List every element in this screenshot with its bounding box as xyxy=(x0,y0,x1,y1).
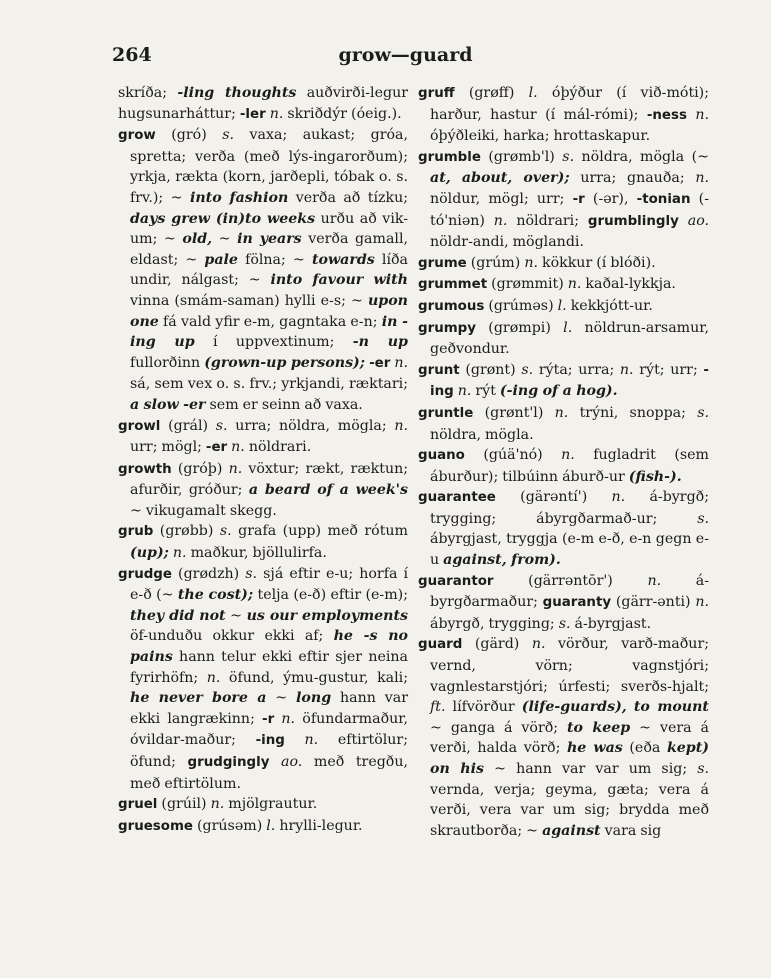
entry-headword: guarantee xyxy=(418,490,496,506)
entry-text: n. xyxy=(567,276,582,293)
entry-headword: -r xyxy=(262,711,275,727)
entry-text: hrylli-legur. xyxy=(275,817,363,834)
entry-phrase: he never bore a xyxy=(130,690,267,707)
entry-text: urr; mögl; xyxy=(130,439,206,456)
entry-text: n. xyxy=(304,732,319,749)
entry-text: skríða; xyxy=(118,85,178,101)
dictionary-entry xyxy=(118,125,408,415)
entry-text: n. xyxy=(269,105,284,122)
entry-text: (grúməs) xyxy=(484,297,558,314)
entry-text: rýta; urra; xyxy=(533,361,620,378)
entry-text: rýt xyxy=(471,383,500,400)
entry-text: sjá eftir e-u; horfa í e-ð (~ xyxy=(130,565,408,604)
entry-phrase: he was xyxy=(566,740,623,757)
entry-text: líða undir, nálgast; ~ xyxy=(130,251,408,289)
entry-text: (grúm) xyxy=(466,254,525,271)
entry-phrase: (fish-). xyxy=(628,468,682,485)
entry-text: ao. xyxy=(281,754,303,770)
entry-phrase: long xyxy=(296,690,332,707)
entry-text: urra; gnauða; xyxy=(569,170,696,187)
entry-text: (grúsəm) xyxy=(193,817,267,834)
entry-text: kekkjótt-ur. xyxy=(566,297,653,314)
entry-text: nöldr-andi, möglandi. xyxy=(430,234,584,251)
entry-text: vernda, verja; geyma, gæta; vera á verði, vera var um sig; brydda með skrautborða; ~ xyxy=(430,781,709,839)
entry-text: n. xyxy=(281,710,296,727)
entry-phrase: to mount xyxy=(633,699,709,716)
entry-headword: grumblingly xyxy=(587,213,679,229)
entry-text: hann var ekki langrækinn; xyxy=(130,690,408,727)
dictionary-entry xyxy=(418,571,709,635)
entry-text: trýni, snoppa; xyxy=(568,404,698,421)
entry-text: n. xyxy=(695,106,709,123)
entry-text: vaxa; aukast; gróa, spretta; verða (með lýs-ingarorðum); yrkja, rækta (korn, jarðepli, tóbak o. s. frv.); ~ xyxy=(130,127,409,206)
entry-text: ~ vera á verði, halda vörð; xyxy=(430,719,710,757)
entry-headword: -er xyxy=(369,355,391,371)
dictionary-entry xyxy=(418,360,709,403)
entry-text: nöldur, mögl; urr; xyxy=(430,190,573,207)
entry-text: ~ ganga á vörð; xyxy=(430,719,567,736)
entry-text: sem er seinn að vaxa. xyxy=(205,396,363,413)
entry-text: n. xyxy=(647,572,662,589)
entry-phrase: days grew (in)to weeks xyxy=(130,210,316,227)
entry-text: (grúil) xyxy=(157,796,211,813)
entry-text: telja (e-ð) eftir (e-m); xyxy=(253,587,408,604)
dictionary-entry xyxy=(418,445,709,487)
entry-text: s. xyxy=(215,417,228,434)
entry-text: ft. xyxy=(430,699,446,716)
entry-headword: grummet xyxy=(418,277,488,293)
entry-phrase: into fashion xyxy=(189,189,289,206)
entry-text: (gärr-ənti) xyxy=(611,594,696,611)
entry-phrase: against, from). xyxy=(443,552,561,569)
entry-text: n. xyxy=(394,417,408,434)
dictionary-entry xyxy=(418,296,709,318)
entry-text: n. xyxy=(457,383,472,400)
entry-text: verða gamall, eldast; ~ xyxy=(130,231,408,268)
entry-text: (grøff) xyxy=(454,85,529,101)
entry-text: s. xyxy=(521,361,534,378)
entry-text: urra; nöldra, mögla; xyxy=(227,417,395,434)
entry-headword: guano xyxy=(418,448,465,464)
dictionary-entry xyxy=(418,318,709,360)
entry-headword: gruesome xyxy=(118,818,194,834)
entry-text: óþýðleiki, harka; hrottaskapur. xyxy=(430,128,651,145)
entry-text: s. xyxy=(245,565,258,582)
entry-text: n. xyxy=(394,354,409,371)
entry-phrase: a beard of a week's xyxy=(248,482,409,499)
entry-headword: -ler xyxy=(239,106,266,122)
entry-phrase: pale xyxy=(204,251,238,268)
entry-phrase: (-ing of a hog). xyxy=(499,383,618,400)
entry-text: s. xyxy=(222,127,235,144)
entry-text: n. xyxy=(231,439,245,456)
entry-text: (gärrəntōr') xyxy=(493,572,648,589)
entry-text: nöldra, mögla (~ xyxy=(574,148,709,165)
page-header xyxy=(0,40,771,70)
entry-text: (grál) xyxy=(160,417,216,434)
entry-headword: gruntle xyxy=(418,405,474,421)
entry-text: fölna; ~ xyxy=(237,251,312,268)
running-head: grow—guard xyxy=(338,44,473,66)
entry-text xyxy=(627,699,634,715)
left-column xyxy=(118,83,408,837)
entry-text: n. xyxy=(172,545,187,562)
entry-text xyxy=(679,213,688,229)
entry-headword: grumous xyxy=(418,298,485,314)
dictionary-entry xyxy=(418,147,709,253)
entry-text: (grømpi) xyxy=(476,319,564,336)
entry-headword: -ness xyxy=(646,107,687,123)
entry-text: vara sig xyxy=(600,822,662,839)
entry-phrase: (grown-up persons); xyxy=(204,354,366,371)
dictionary-entry xyxy=(418,253,709,275)
entry-text: nöldrun-arsamur, geðvondur. xyxy=(430,319,709,358)
entry-headword: grudgingly xyxy=(187,755,270,770)
entry-text: n. xyxy=(561,447,575,464)
entry-headword: grume xyxy=(418,255,467,271)
entry-phrase: -ling thoughts xyxy=(177,85,297,101)
entry-text: hann telur ekki eftir sjer neina fyrirhöfn; xyxy=(130,649,408,686)
entry-text: l. xyxy=(557,297,567,314)
entry-text: l. xyxy=(266,817,276,834)
entry-text: eftirtölur; öfund; xyxy=(130,732,408,770)
entry-text: n. xyxy=(611,489,626,506)
dictionary-entry xyxy=(118,83,408,125)
entry-text: (gúä'nó) xyxy=(464,447,562,464)
entry-text: (grømmit) xyxy=(487,276,568,293)
dictionary-entry xyxy=(118,459,408,522)
entry-text: skriðdýr (óeig.). xyxy=(283,105,402,122)
entry-text: öf-unduðu okkur ekki af; xyxy=(130,628,334,645)
entry-headword: growth xyxy=(118,461,172,477)
dictionary-entry xyxy=(418,274,709,296)
entry-text: (grømb'l) xyxy=(480,148,563,165)
entry-text: s. xyxy=(697,404,709,421)
entry-text: ~ vikugamalt skegg. xyxy=(130,502,277,519)
entry-phrase: into favour with xyxy=(270,272,408,289)
entry-text: í uppvextinum; xyxy=(194,334,353,351)
entry-text: (gärd) xyxy=(462,636,532,653)
entry-headword: -er xyxy=(205,440,228,456)
entry-phrase: he -s no pains xyxy=(130,628,408,666)
entry-text xyxy=(285,732,305,748)
entry-phrase: us our employments xyxy=(246,607,408,624)
entry-text: (gróþ) xyxy=(171,460,229,477)
entry-phrase: in years xyxy=(237,231,302,248)
entry-phrase: at, about, over); xyxy=(430,170,570,187)
entry-headword: guaranty xyxy=(542,595,612,611)
entry-text: urðu að vik-um; ~ xyxy=(130,210,409,248)
entry-text: fullorðinn xyxy=(130,354,205,371)
entry-phrase: to keep xyxy=(566,719,631,736)
entry-text: s. xyxy=(562,148,575,165)
entry-text: auðvirði-legur hugsunarháttur; xyxy=(118,85,408,122)
right-column xyxy=(418,83,709,841)
entry-headword: growl xyxy=(118,418,161,434)
dictionary-entry xyxy=(418,634,709,841)
entry-headword: grumble xyxy=(418,149,481,165)
entry-text: (gärəntí') xyxy=(495,489,612,506)
entry-text: öfund, ýmu-gustur, kali; xyxy=(220,669,408,686)
dictionary-entry xyxy=(118,521,408,563)
entry-phrase: (life-guards), xyxy=(521,699,627,716)
entry-text: ~ xyxy=(266,690,297,707)
dictionary-entry xyxy=(418,487,709,570)
entry-headword: gruel xyxy=(118,797,158,813)
entry-phrase: towards xyxy=(311,251,375,268)
entry-phrase: against xyxy=(542,822,601,839)
entry-text: vinna (smám-saman) hylli e-s; ~ xyxy=(130,292,368,309)
entry-text: s. xyxy=(558,615,571,632)
entry-phrase: upon one xyxy=(130,292,408,330)
entry-text: (eða xyxy=(622,740,667,757)
entry-text: vöxtur; rækt, ræktun; afurðir, gróður; xyxy=(130,460,409,499)
entry-text: ~ hann var var um sig; xyxy=(484,761,698,777)
entry-phrase: a slow -er xyxy=(130,396,206,413)
entry-text: (-ər), xyxy=(584,190,637,207)
entry-text: l. xyxy=(563,319,573,336)
entry-text: kaðal-lykkja. xyxy=(581,276,676,293)
entry-headword: guard xyxy=(418,637,463,653)
entry-text: n. xyxy=(524,254,538,271)
entry-text: grafa (upp) með rótum xyxy=(231,523,408,540)
entry-headword: gruff xyxy=(418,86,455,101)
entry-text: (grøbb) xyxy=(153,523,220,540)
entry-text: fá vald yfir e-m, gagntaka e-n; xyxy=(158,313,382,330)
entry-text: á-byrgjast. xyxy=(570,615,652,632)
entry-text: s. xyxy=(219,523,232,540)
entry-text: n. xyxy=(493,212,508,229)
entry-text: nöldrari. xyxy=(244,439,312,456)
dictionary-entry xyxy=(118,794,408,816)
entry-text: n. xyxy=(206,669,221,686)
entry-text: s. xyxy=(697,510,709,527)
entry-text: s. xyxy=(697,761,709,777)
entry-text: á-byrgð; trygging; ábyrgðarmað-ur; xyxy=(430,489,709,527)
entry-text: nöldrari; xyxy=(507,212,588,229)
entry-text: (gró) xyxy=(155,127,223,144)
entry-text: (-tó'niən) xyxy=(430,190,710,229)
entry-text: (grønt'l) xyxy=(473,404,555,421)
entry-text: mjölgrautur. xyxy=(224,796,318,813)
entry-text xyxy=(269,754,281,770)
entry-text: á-byrgðarmaður; xyxy=(430,572,709,611)
entry-text: n. xyxy=(228,460,243,477)
entry-headword: grow xyxy=(118,128,156,144)
entry-headword: -tonian xyxy=(636,191,691,207)
entry-text: n. xyxy=(695,170,709,187)
dictionary-entry xyxy=(118,816,408,838)
entry-headword: guarantor xyxy=(418,573,494,589)
entry-text: l. xyxy=(528,85,538,101)
entry-text: rýt; urr; xyxy=(633,361,704,378)
entry-text: ~ xyxy=(225,607,247,624)
entry-phrase: in -ing up xyxy=(130,313,408,351)
entry-text: n. xyxy=(531,636,546,653)
entry-text: ~ xyxy=(212,231,238,248)
entry-text: n. xyxy=(695,594,709,611)
entry-text: nöldra, mögla. xyxy=(430,426,534,443)
entry-phrase: -n up xyxy=(352,334,408,351)
entry-headword: grudge xyxy=(118,566,172,582)
entry-text: með tregðu, með eftirtölum. xyxy=(130,754,408,792)
entry-headword: -ing xyxy=(430,362,709,400)
entry-text: n. xyxy=(210,796,225,813)
entry-text: sá, sem vex o. s. frv.; yrkjandi, ræktari; xyxy=(130,376,408,393)
dictionary-entry xyxy=(118,564,408,795)
entry-headword: grub xyxy=(118,524,154,540)
entry-phrase: old, xyxy=(182,231,213,248)
entry-text: maðkur, bjöllulirfa. xyxy=(186,545,327,562)
entry-text: vörður, varð-maður; vernd, vörn; vagnstjóri; vagnlestarstjóri; úrfesti; sverðs-hjalt; xyxy=(430,636,710,695)
page-number: 264 xyxy=(112,44,152,66)
entry-text: ábyrgjast, tryggja (e-m e-ð, e-n gegn e-u xyxy=(430,531,709,569)
entry-text: n. xyxy=(554,404,569,421)
dictionary-entry xyxy=(118,416,408,459)
entry-headword: grumpy xyxy=(418,320,476,336)
dictionary-entry xyxy=(418,403,709,445)
entry-text: kökkur (í blóði). xyxy=(537,254,656,271)
entry-headword: grunt xyxy=(418,362,460,378)
entry-phrase: (up); xyxy=(130,545,169,562)
entry-text: lífvörður xyxy=(445,699,522,716)
dictionary-entry xyxy=(418,83,709,147)
entry-text: (grødzh) xyxy=(171,565,246,582)
entry-text: óþýður (í við-móti); harður, hastur (í mál-rómi); xyxy=(430,85,709,123)
entry-text: fugladrit (sem áburður); tilbúinn áburð-ur xyxy=(430,447,709,485)
entry-phrase: the cost); xyxy=(177,587,254,604)
entry-headword: -ing xyxy=(255,733,285,749)
entry-text: verða að tízku; xyxy=(288,189,408,206)
entry-headword: -r xyxy=(572,191,585,207)
entry-text: ao. xyxy=(687,212,709,229)
entry-text: n. xyxy=(619,361,634,378)
entry-phrase: they did not xyxy=(130,607,226,624)
entry-text: (grønt) xyxy=(459,361,522,378)
entry-text: ábyrgð, trygging; xyxy=(430,615,559,632)
entry-phrase: kept) on his xyxy=(430,740,709,777)
entry-text: öfundarmaður, óvildar-maður; xyxy=(130,710,408,749)
